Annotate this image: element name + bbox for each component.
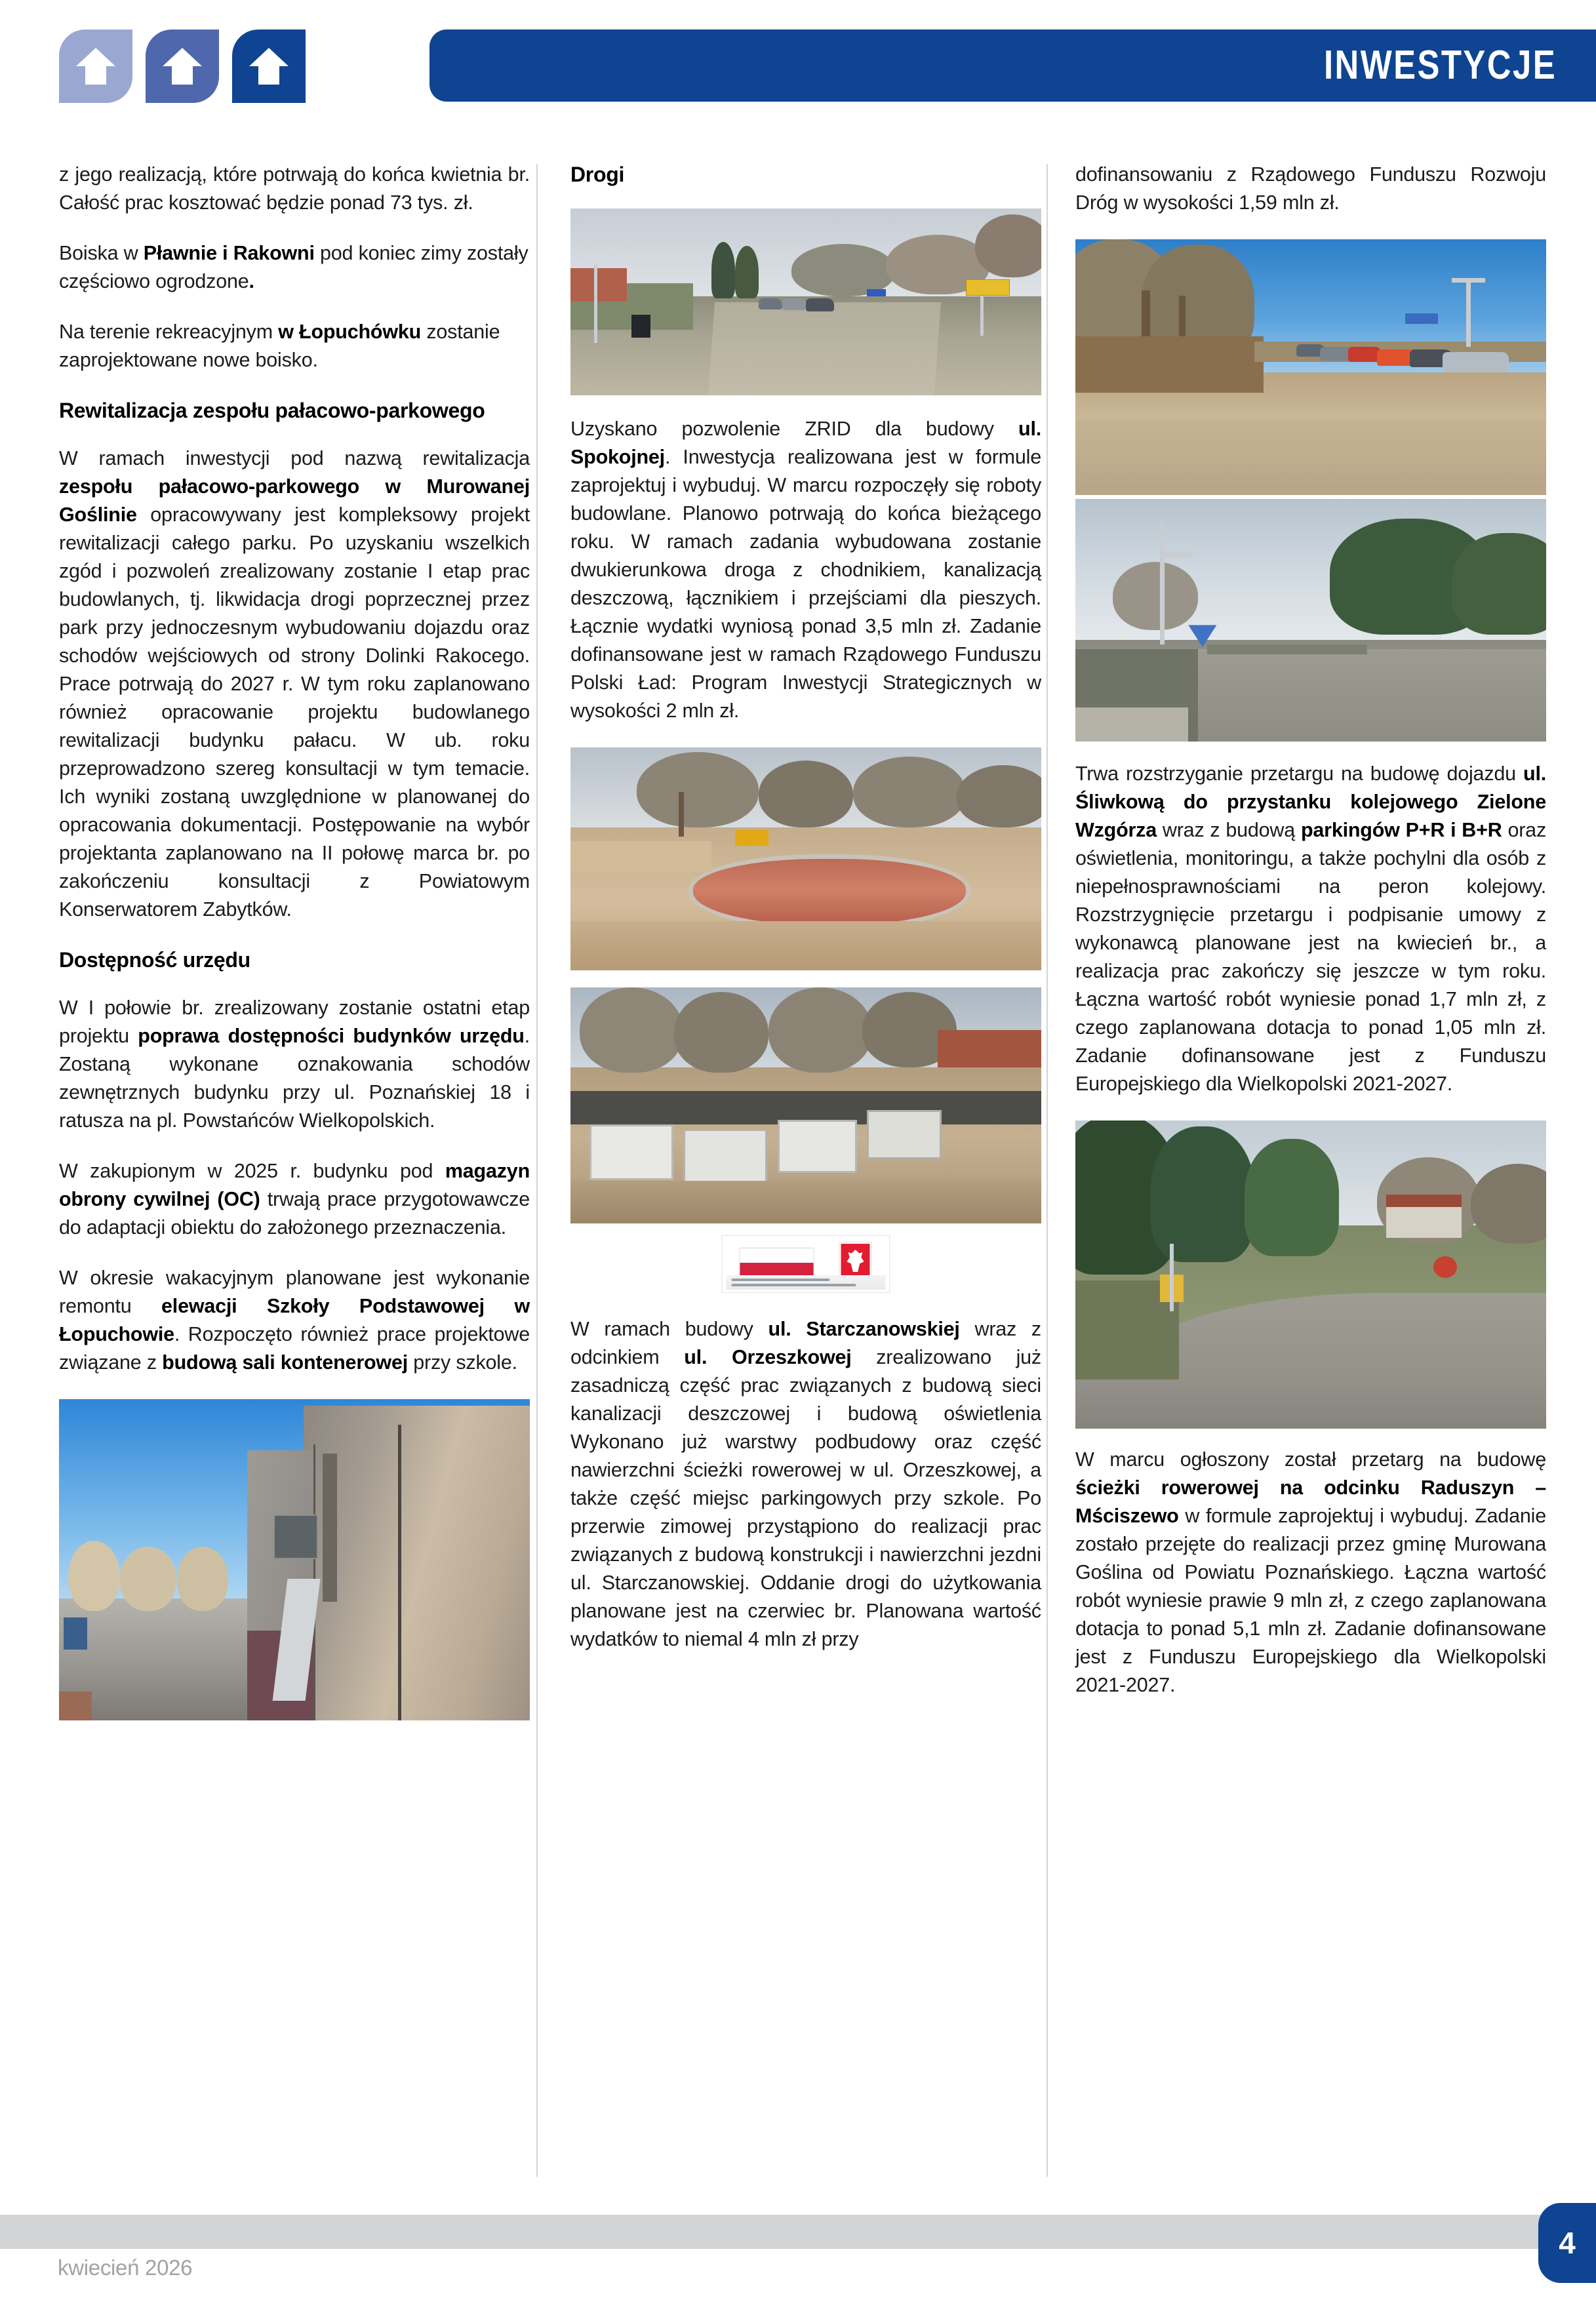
photo-curved-road <box>1075 499 1546 742</box>
photo-rural-road <box>1075 1120 1546 1429</box>
paragraph: W zakupionym w 2025 r. budynku pod magazyn obrony cywilnej (OC) trwają prace przygotowawcze do adaptacji obiektu do założonego przeznaczenia. <box>59 1160 530 1239</box>
photo-unpaved-road <box>570 208 1041 395</box>
page-title: INWESTYCJE <box>1323 43 1557 88</box>
page-number-badge: 4 <box>1538 2203 1596 2283</box>
column-3 <box>1075 161 1546 1722</box>
section-heading-accessibility: Dostępność urzędu <box>59 948 250 972</box>
house-arrow-icon-light <box>59 30 132 103</box>
house-arrow-icon-dark <box>232 30 306 103</box>
photo-gravel-parking <box>1075 239 1546 495</box>
photo-construction-site <box>570 987 1041 1223</box>
paragraph: W ramach inwestycji pod nazwą rewitalizacja zespołu pałacowo-parkowego w Murowanej Goślinie opracowywany jest kompleksowy projekt rewitalizacji całego parku. Po uzyskaniu wszelkich zgód i pozwoleń zrealizowany zostanie I etap prac budowlanych, tj. likwidacja drogi poprzecznej przez park przy jednoczesnym wybudowaniu dojazdu oraz schodów wejściowych od strony Dolinki Rakocego. Prace potrwają do 2027 r. W tym roku zaplanowano również opracowanie projektu budowlanego rewitalizacji budynku pałacu. W ub. roku przeprowadzono szereg konsultacji w tym temacie. Ich wyniki zostaną uwzględnione w planowanej do opracowania dokumentacji. Postępowanie na wybór projektanta zaplanowano na II połowę marca br. po zakończeniu konsultacji z Powiatowym Konserwatorem Zabytków. <box>59 447 530 921</box>
paragraph: W ramach budowy ul. Starczanowskiej wraz z odcinkiem ul. Orzeszkowej zrealizowano już zasadniczą część prac związanych z budową sieci kanalizacji deszczowej i budową oświetlenia Wykonano już warstwy podbudowy oraz część nawierzchni ścieżki rowerowej w ul. Orzeszkowej, a także część miejsc parkingowych przy szkole. Po przerwie zimowej przystąpiono do realizacji prac związanych z budową konstrukcji i nawierzchni jezdni ul. Starczanowskiej. Oddanie drogi do użytkowania planowane jest na czerwiec br. Planowana wartość wydatków to niemal 4 mln zł przy <box>570 1318 1041 1650</box>
header-icon-group <box>59 30 319 103</box>
paragraph: Boiska w Pławnie i Rakowni pod koniec zimy zostały częściowo ogrodzone. <box>59 242 529 292</box>
photo-road-paving <box>570 747 1041 970</box>
page-footer <box>0 2215 1596 2300</box>
photo-building-facade <box>59 1399 530 1720</box>
government-funding-logo <box>722 1235 890 1293</box>
article-columns <box>0 161 1596 2154</box>
footer-issue-date: kwiecień 2026 <box>58 2255 193 2280</box>
section-heading-revitalization: Rewitalizacja zespołu pałacowo-parkowego <box>59 399 485 422</box>
logo-caption-strip <box>727 1275 886 1290</box>
house-arrow-icon-medium <box>146 30 219 103</box>
section-heading-roads: Drogi <box>570 163 625 186</box>
paragraph: W marcu ogłoszony został przetarg na budowę ścieżki rowerowej na odcinku Raduszyn – Mściszewo w formule zaprojektuj i wybuduj. Zadanie zostało przejęte do realizacji przez gminę Murowana Goślina od Powiatu Poznańskiego. Łączna wartość robót wyniesie prawie 9 mln zł, z czego zaplanowana dotacja to ponad 5,1 mln zł. Zadanie dofinansowane jest z Funduszu Europejskiego dla Wielkopolski 2021-2027. <box>1075 1448 1546 1696</box>
footer-gray-band <box>0 2215 1596 2249</box>
column-1 <box>59 161 530 1737</box>
column-2 <box>570 161 1041 1676</box>
poland-flag-icon <box>740 1248 814 1278</box>
paragraph: dofinansowaniu z Rządowego Funduszu Rozwoju Dróg w wysokości 1,59 mln zł. <box>1075 163 1546 214</box>
paragraph: W okresie wakacyjnym planowane jest wykonanie remontu elewacji Szkoły Podstawowej w Łopuchowie. Rozpoczęto również prace projektowe związane z budową sali kontenerowej przy szkole. <box>59 1267 530 1374</box>
paragraph: Na terenie rekreacyjnym w Łopuchówku zostanie zaprojektowane nowe boisko. <box>59 321 500 371</box>
paragraph: Trwa rozstrzyganie przetargu na budowę dojazdu ul. Śliwkową do przystanku kolejowego Zielone Wzgórza wraz z budową parkingów P+R i B+R oraz oświetlenia, monitoringu, a także pochylni dla osób z niepełnosprawnościami na peron kolejowy. Rozstrzygnięcie przetargu i podpisanie umowy z wykonawcą planowane jest na kwiecień br., a realizacja prac zakończy się jeszcze w tym roku. Łączna wartość robót wyniesie ponad 1,7 mln zł, z czego zaplanowana dotacja to ponad 1,05 mln zł. Zadanie dofinansowane jest z Funduszu Europejskiego dla Wielkopolski 2021-2027. <box>1075 763 1546 1095</box>
paragraph: W I połowie br. zrealizowany zostanie ostatni etap projektu poprawa dostępności budynków urzędu. Zostaną wykonane oznakowania schodów zewnętrznych budynku przy ul. Poznańskiej 18 i ratusza na pl. Powstańców Wielkopolskich. <box>59 997 530 1132</box>
paragraph: Uzyskano pozwolenie ZRID dla budowy ul. Spokojnej. Inwestycja realizowana jest w formule zaprojektuj i wybuduj. W marcu rozpoczęły się roboty budowlane. Planowo potrwają do końca bieżącego roku. W ramach zadania wybudowana zostanie dwukierunkowa droga z chodnikiem, kanalizacją deszczową, łącznikiem i przejściami dla pieszych. Łącznie wydatki wyniosą ponad 3,5 mln zł. Zadanie dofinansowane jest w ramach Rządowego Funduszu Polski Ład: Program Inwestycji Strategicznych w wysokości 2 mln zł. <box>570 418 1041 722</box>
page-header <box>0 0 1596 151</box>
paragraph: z jego realizacją, które potrwają do końca kwietnia br. Całość prac kosztować będzie ponad 73 tys. zł. <box>59 163 530 214</box>
